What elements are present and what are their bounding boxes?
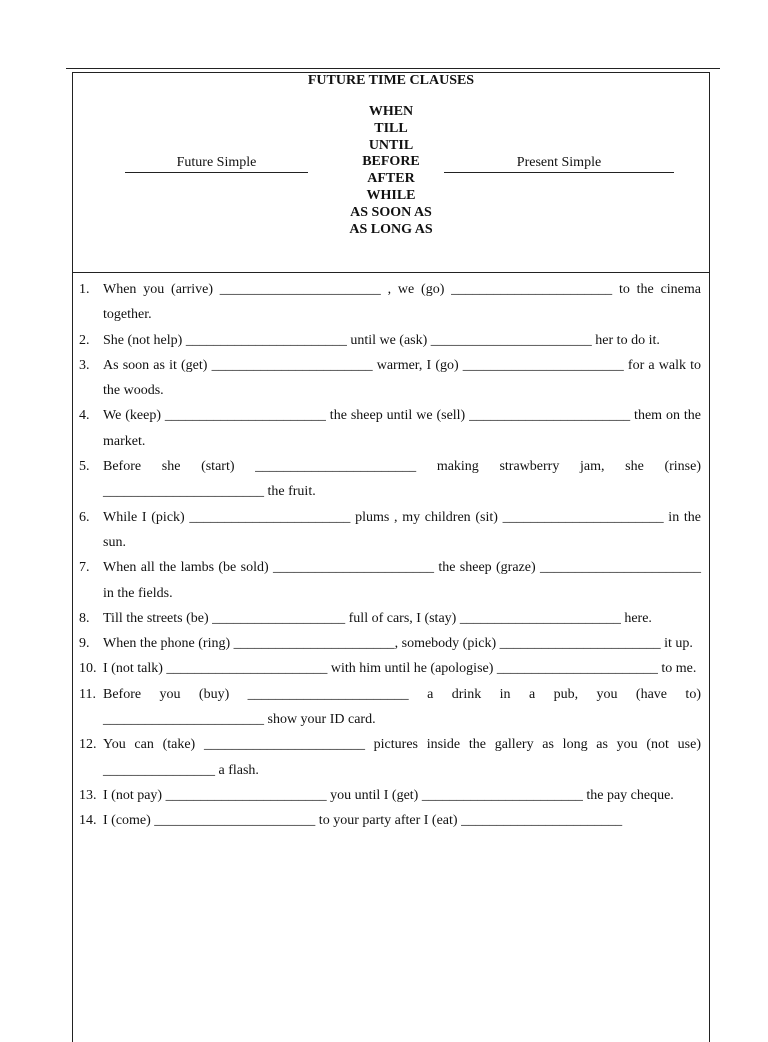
- worksheet-header: [73, 73, 709, 273]
- item-text: Till the streets (be) ___________________ full of cars, I (stay) _______________________ here.: [103, 610, 652, 626]
- exercise-item: [73, 353, 709, 404]
- exercise-item: [73, 606, 709, 631]
- item-text: We (keep) _______________________ the sheep until we (sell) _______________________ them on the market.: [103, 408, 701, 449]
- future-simple-label: Future Simple: [125, 154, 308, 173]
- worksheet-title: FUTURE TIME CLAUSES: [307, 73, 475, 88]
- item-number: 13.: [79, 787, 97, 803]
- item-number: 6.: [79, 509, 90, 525]
- item-number: 3.: [79, 357, 90, 373]
- conjunction-after: AFTER: [367, 171, 415, 187]
- item-text: Before she (start) _______________________ making strawberry jam, she (rinse) _______________________ the fruit.: [103, 459, 701, 500]
- item-text: When the phone (ring) _______________________, somebody (pick) _______________________ it up.: [103, 636, 693, 652]
- item-text: I (not talk) _______________________ with him until he (apologise) _______________________ to me.: [103, 661, 697, 677]
- item-text: As soon as it (get) _______________________ warmer, I (go) _______________________ for a walk to the woods.: [103, 357, 701, 399]
- item-number: 2.: [79, 332, 90, 348]
- conjunction-before: BEFORE: [362, 154, 420, 170]
- present-simple-label: Present Simple: [444, 154, 674, 173]
- exercise-item: [73, 505, 709, 556]
- exercise-item: [73, 277, 709, 328]
- conjunction-as-long-as: AS LONG AS: [349, 221, 433, 237]
- exercise-item: [73, 555, 709, 606]
- item-text: You can (take) _______________________ pictures inside the gallery as long as you (not use) ________________ a flash.: [103, 737, 701, 778]
- exercise-item: [73, 732, 709, 783]
- item-number: 12.: [79, 737, 97, 753]
- item-text: When all the lambs (be sold) _______________________ the sheep (graze) _______________________ in the fields.: [103, 560, 701, 601]
- item-number: 14.: [79, 813, 97, 829]
- item-text: When you (arrive) _______________________ , we (go) _______________________ to the cinema together.: [103, 282, 701, 323]
- item-number: 11.: [79, 686, 96, 702]
- item-text: I (not pay) _______________________ you until I (get) _______________________ the pay cheque.: [103, 787, 674, 803]
- conjunction-until: UNTIL: [368, 137, 414, 153]
- item-number: 4.: [79, 408, 90, 424]
- item-text: She (not help) _______________________ until we (ask) _______________________ her to do it.: [103, 332, 660, 348]
- exercise-item: [73, 403, 709, 454]
- exercise-item: [73, 454, 709, 505]
- top-rule: [66, 68, 720, 69]
- conjunction-while: WHILE: [366, 187, 416, 203]
- item-number: 9.: [79, 636, 90, 652]
- exercise-item: [73, 808, 709, 833]
- item-text: Before you (buy) _______________________ a drink in a pub, you (have to) _______________________ show your ID card.: [103, 686, 701, 728]
- item-number: 8.: [79, 610, 90, 626]
- exercise-item: [73, 783, 709, 808]
- exercise-item: [73, 682, 709, 733]
- worksheet-box: [72, 72, 710, 1042]
- exercise-list: [73, 277, 709, 834]
- item-number: 10.: [79, 661, 97, 677]
- conjunction-when: WHEN: [368, 104, 414, 119]
- conjunction-as-soon-as: AS SOON AS: [350, 204, 432, 220]
- exercise-item: [73, 631, 709, 656]
- item-text: I (come) _______________________ to your party after I (eat) _______________________: [103, 813, 623, 829]
- item-number: 7.: [79, 560, 90, 576]
- item-text: While I (pick) _______________________ plums , my children (sit) _______________________ in the sun.: [103, 509, 701, 550]
- item-number: 1.: [79, 282, 90, 297]
- item-number: 5.: [79, 459, 90, 475]
- conjunction-till: TILL: [374, 120, 408, 136]
- exercise-item: [73, 656, 709, 681]
- exercise-item: [73, 328, 709, 353]
